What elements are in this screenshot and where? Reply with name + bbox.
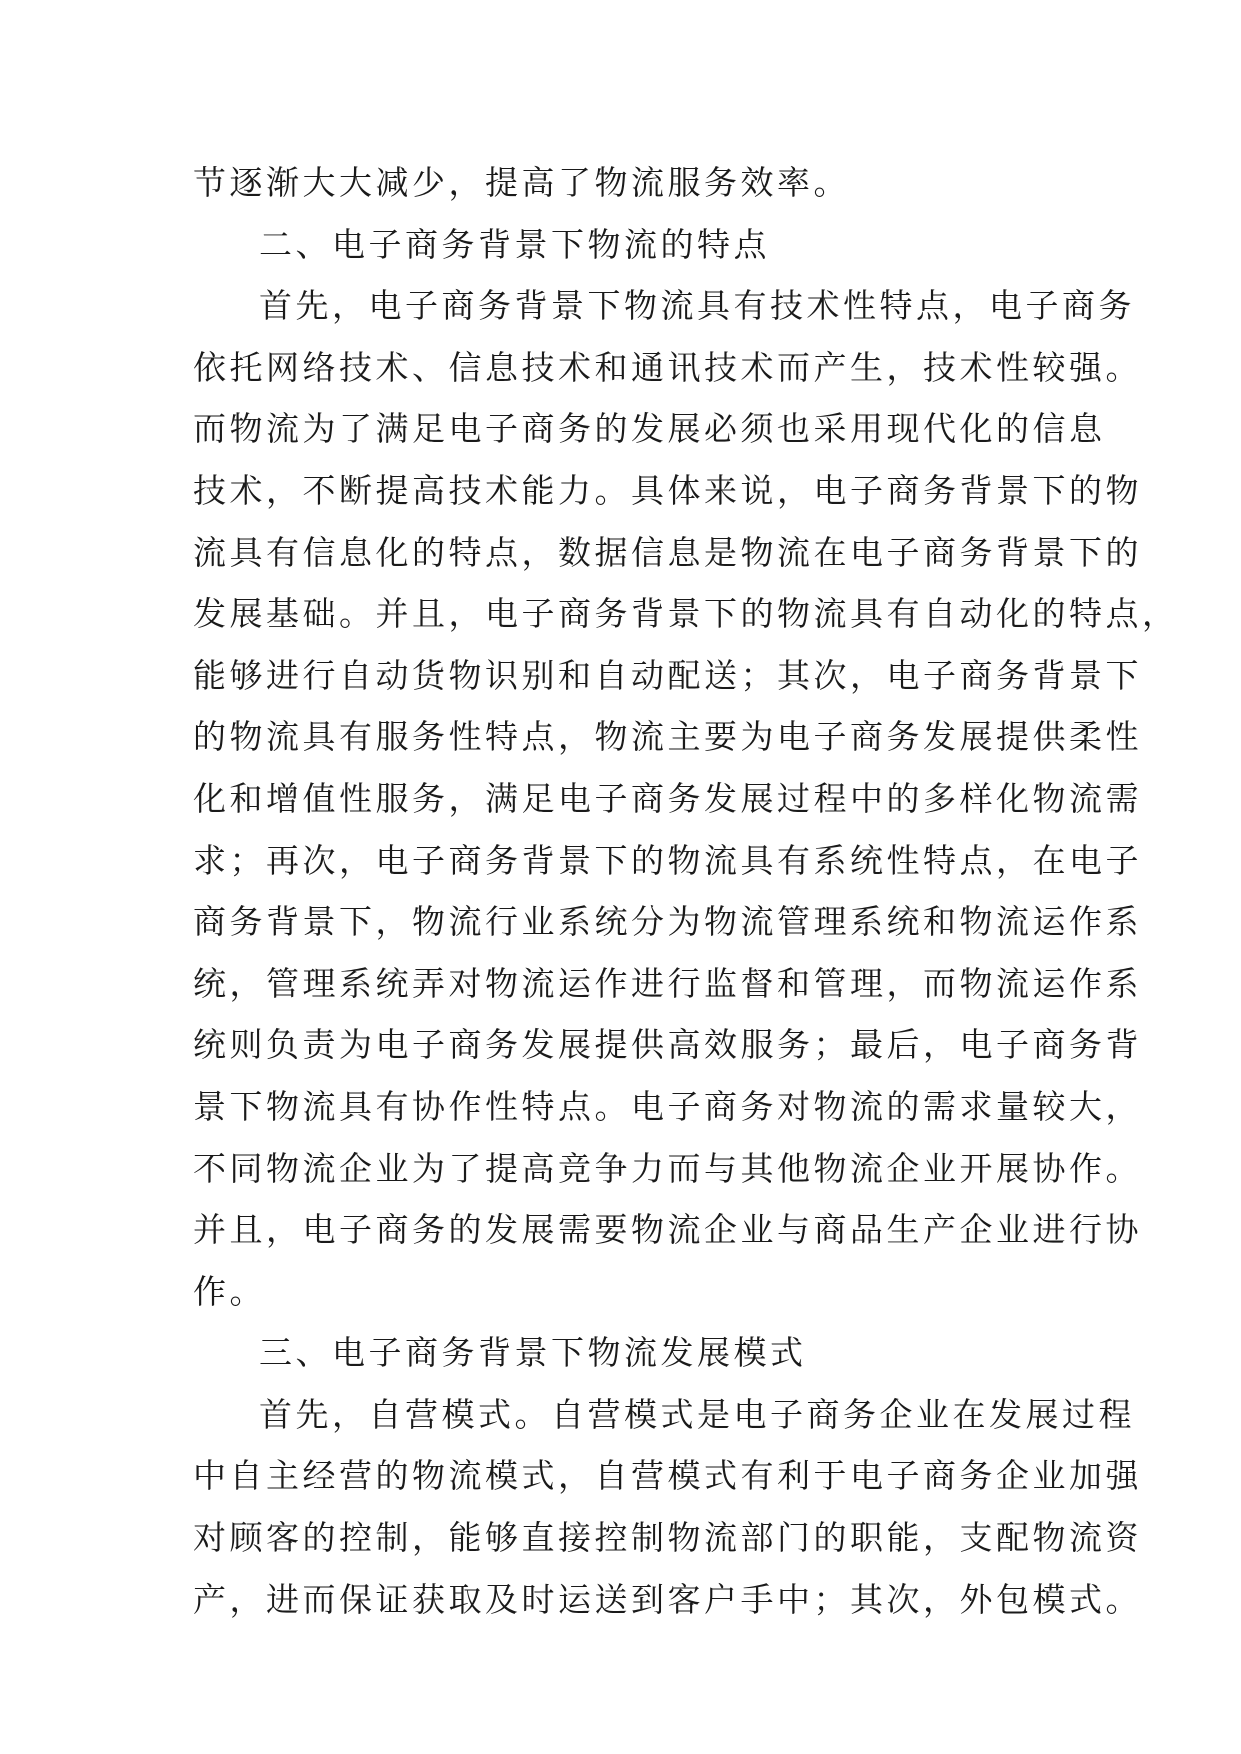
document-body xyxy=(193,152,1179,1630)
text-line: 产，进而保证获取及时运送到客户手中；其次，外包模式。 xyxy=(193,1579,1142,1619)
text-line: 首先，自营模式。自营模式是电子商务企业在发展过程 xyxy=(259,1394,1135,1434)
text-line: 景下物流具有协作性特点。电子商务对物流的需求量较大， xyxy=(193,1086,1142,1126)
text-line: 统，管理系统弄对物流运作进行监督和管理，而物流运作系 xyxy=(193,963,1142,1003)
text-line: 的物流具有服务性特点，物流主要为电子商务发展提供柔性 xyxy=(193,717,1142,757)
section-heading: 二、电子商务背景下物流的特点 xyxy=(259,224,770,264)
text-line: 中自主经营的物流模式，自营模式有利于电子商务企业加强 xyxy=(193,1456,1142,1496)
text-line: 并且，电子商务的发展需要物流企业与商品生产企业进行协 xyxy=(193,1210,1142,1250)
text-line: 能够进行自动货物识别和自动配送；其次，电子商务背景下 xyxy=(193,655,1142,695)
text-line: 而物流为了满足电子商务的发展必须也采用现代化的信息 xyxy=(193,409,1106,449)
text-line: 依托网络技术、信息技术和通讯技术而产生，技术性较强。 xyxy=(193,347,1142,387)
text-line: 统则负责为电子商务发展提供高效服务；最后，电子商务背 xyxy=(193,1025,1142,1065)
section-heading: 三、电子商务背景下物流发展模式 xyxy=(259,1333,807,1373)
text-line: 不同物流企业为了提高竞争力而与其他物流企业开展协作。 xyxy=(193,1148,1142,1188)
text-line: 商务背景下，物流行业系统分为物流管理系统和物流运作系 xyxy=(193,902,1142,942)
text-line: 技术，不断提高技术能力。具体来说，电子商务背景下的物 xyxy=(193,470,1142,510)
text-line: 作。 xyxy=(193,1271,266,1311)
text-line: 求；再次，电子商务背景下的物流具有系统性特点，在电子 xyxy=(193,840,1142,880)
text-line: 化和增值性服务，满足电子商务发展过程中的多样化物流需 xyxy=(193,778,1142,818)
text-line: 节逐渐大大减少，提高了物流服务效率。 xyxy=(193,163,850,202)
text-line: 流具有信息化的特点，数据信息是物流在电子商务背景下的 xyxy=(193,532,1142,572)
text-line: 发展基础。并且，电子商务背景下的物流具有自动化的特点， xyxy=(193,594,1179,634)
text-line: 对顾客的控制，能够直接控制物流部门的职能，支配物流资 xyxy=(193,1518,1142,1558)
text-line: 首先，电子商务背景下物流具有技术性特点，电子商务 xyxy=(259,286,1135,326)
